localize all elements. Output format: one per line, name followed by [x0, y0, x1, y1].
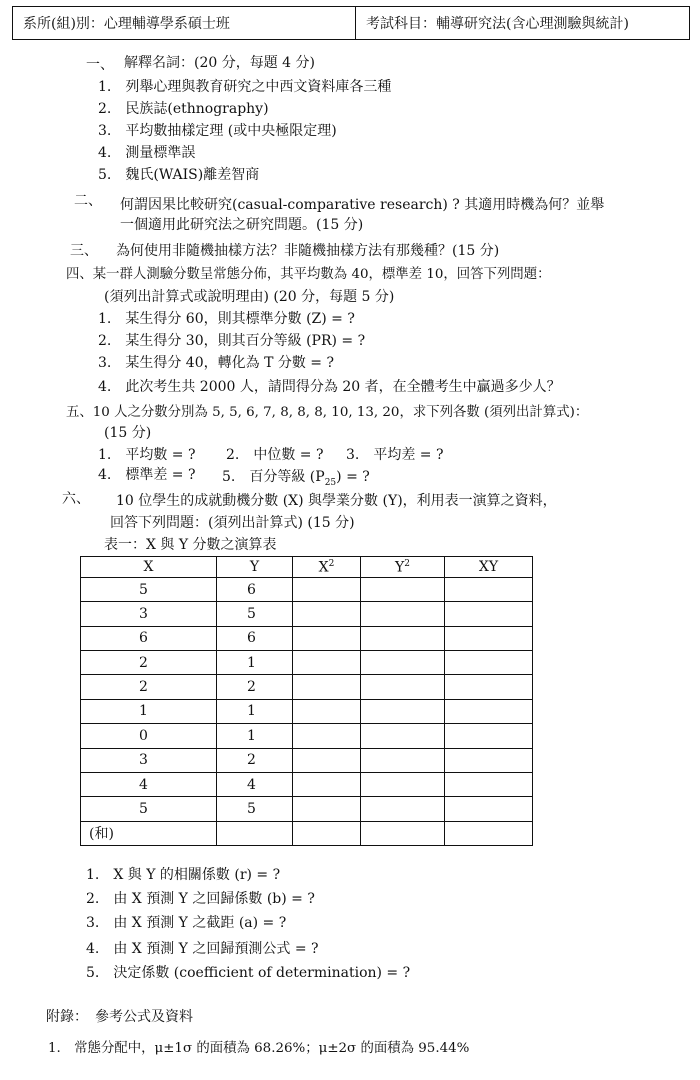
table-cell: 4: [217, 772, 293, 796]
table-cell: 2: [81, 675, 217, 699]
question-number: 六、: [62, 491, 90, 507]
list-item: 2. 某生得分 30，則其百分等級 (PR) = ?: [98, 333, 366, 349]
table-cell: [361, 675, 445, 699]
table-row: [81, 699, 533, 723]
table-cell: [361, 724, 445, 748]
table-cell: [293, 626, 361, 650]
table-cell: 4: [81, 772, 217, 796]
table-cell: 6: [81, 626, 217, 650]
table-cell: [361, 651, 445, 675]
table-row: [81, 772, 533, 796]
list-item: 2. 民族誌(ethnography): [98, 101, 269, 117]
calculation-table: [80, 556, 533, 846]
column-header: Y: [217, 557, 293, 578]
table-cell: 1: [217, 724, 293, 748]
table-cell: 6: [217, 626, 293, 650]
table-cell: 5: [81, 578, 217, 602]
table-cell: [361, 772, 445, 796]
question-text: 五、10 人之分數分別為 5, 5, 6, 7, 8, 8, 8, 10, 13, 20，求下列各數 (須列出計算式)：: [66, 405, 589, 420]
column-header: [361, 557, 445, 578]
table-cell: [293, 821, 361, 845]
table-cell: [361, 578, 445, 602]
list-item: 2. 由 X 預測 Y 之回歸係數 (b) = ?: [86, 891, 315, 907]
item-text: 5. 百分等級 (P: [222, 469, 325, 485]
question-text: 回答下列問題：(須列出計算式) (15 分): [110, 515, 355, 531]
list-item: [222, 468, 370, 492]
question-text: 何謂因果比較研究(casual-comparative research) ? 其適用時機為何？並舉: [120, 197, 605, 213]
table-cell: [445, 821, 533, 845]
table-row: [81, 748, 533, 772]
sum-label: (和): [81, 821, 217, 845]
department-label: 系所(組)別：心理輔導學系碩士班: [13, 7, 356, 39]
table-cell: 6: [217, 578, 293, 602]
exam-header: [12, 6, 690, 40]
table-cell: [361, 748, 445, 772]
table-cell: [361, 699, 445, 723]
question-text: 四、某一群人測驗分數呈常態分佈，其平均數為 40，標準差 10，回答下列問題：: [66, 267, 551, 282]
table-cell: [445, 797, 533, 821]
list-item: 1. 平均數 = ?: [98, 447, 196, 463]
list-item: 3. 平均差 = ?: [346, 447, 444, 463]
header-text: Y: [395, 559, 405, 576]
list-item: 2. 中位數 = ?: [226, 447, 324, 463]
table-row: [81, 651, 533, 675]
column-header: XY: [445, 557, 533, 578]
question-text: (須列出計算式或說明理由) (20 分，每題 5 分): [104, 289, 395, 305]
table-cell: [445, 675, 533, 699]
appendix-item: 1. 常態分配中，μ±1σ 的面積為 68.26%；μ±2σ 的面積為 95.44%: [48, 1041, 470, 1056]
list-item: 5. 決定係數 (coefficient of determination) = ?: [86, 965, 411, 981]
table-cell: [293, 772, 361, 796]
question-number: 二、: [74, 193, 102, 209]
table-cell: 2: [81, 651, 217, 675]
table-cell: [445, 699, 533, 723]
table-row: [81, 578, 533, 602]
list-item: 4. 此次考生共 2000 人，請問得分為 20 者，在全體考生中贏過多少人？: [98, 379, 561, 395]
table-cell: [217, 821, 293, 845]
question-text: 10 位學生的成就動機分數 (X) 與學業分數 (Y)，利用表一演算之資料，: [116, 493, 557, 509]
header-superscript: 2: [404, 558, 410, 569]
list-item: 5. 魏氏(WAIS)離差智商: [98, 167, 260, 183]
list-item: 3. 某生得分 40，轉化為 T 分數 = ?: [98, 355, 334, 371]
question-text: (15 分): [104, 425, 152, 441]
table-header-row: [81, 557, 533, 578]
table-cell: 1: [217, 699, 293, 723]
table-cell: [445, 772, 533, 796]
table-cell: [293, 651, 361, 675]
table-cell: [445, 602, 533, 626]
list-item: 4. 由 X 預測 Y 之回歸預測公式 = ?: [86, 941, 319, 957]
header-superscript: 2: [328, 558, 335, 569]
question-number: 三、: [70, 243, 98, 259]
table-cell: [361, 821, 445, 845]
table-cell: [445, 724, 533, 748]
table-caption: 表一：X 與 Y 分數之演算表: [104, 537, 277, 553]
table-cell: 2: [217, 748, 293, 772]
list-item: 1. X 與 Y 的相關係數 (r) = ?: [86, 867, 281, 883]
table-cell: 5: [81, 797, 217, 821]
table-row: [81, 797, 533, 821]
table-cell: 0: [81, 724, 217, 748]
table-row: [81, 675, 533, 699]
question-title: 解釋名詞：(20 分，每題 4 分): [124, 55, 315, 71]
question-text: 為何使用非隨機抽樣方法？非隨機抽樣方法有那幾種？(15 分): [116, 243, 500, 259]
item-text: ) = ?: [336, 469, 370, 485]
table-cell: 1: [81, 699, 217, 723]
table-row: [81, 602, 533, 626]
table-cell: [293, 797, 361, 821]
table-cell: [293, 602, 361, 626]
table-sum-row: [81, 821, 533, 845]
table-cell: [293, 724, 361, 748]
table-row: [81, 724, 533, 748]
column-header: [293, 557, 361, 578]
table-cell: [445, 748, 533, 772]
question-text: 一個適用此研究法之研究問題。(15 分): [120, 217, 364, 233]
table-cell: 3: [81, 748, 217, 772]
table-cell: 1: [217, 651, 293, 675]
table-cell: [361, 626, 445, 650]
table-cell: 5: [217, 602, 293, 626]
table-cell: 5: [217, 797, 293, 821]
list-item: 1. 某生得分 60，則其標準分數 (Z) = ?: [98, 311, 355, 327]
table-cell: [445, 578, 533, 602]
table-cell: 3: [81, 602, 217, 626]
appendix-title: 附錄： 參考公式及資料: [46, 1009, 193, 1025]
table-cell: [293, 748, 361, 772]
table-row: [81, 626, 533, 650]
list-item: 1. 列舉心理與教育研究之中西文資料庫各三種: [98, 79, 392, 95]
list-item: 4. 測量標準誤: [98, 145, 196, 161]
list-item: 3. 由 X 預測 Y 之截距 (a) = ?: [86, 915, 287, 931]
table-cell: [445, 651, 533, 675]
table-cell: [293, 699, 361, 723]
subject-label: 考試科目：輔導研究法(含心理測驗與統計): [366, 16, 629, 32]
item-subscript: 25: [324, 477, 337, 488]
table-cell: [293, 675, 361, 699]
table-cell: [293, 578, 361, 602]
list-item: 4. 標準差 = ?: [98, 467, 196, 483]
table-cell: 2: [217, 675, 293, 699]
table-cell: [361, 797, 445, 821]
table-cell: [445, 626, 533, 650]
question-number: 一、: [86, 57, 114, 73]
table-cell: [361, 602, 445, 626]
column-header: X: [81, 557, 217, 578]
header-text: X: [318, 559, 329, 576]
list-item: 3. 平均數抽樣定理 (或中央極限定理): [98, 123, 337, 139]
